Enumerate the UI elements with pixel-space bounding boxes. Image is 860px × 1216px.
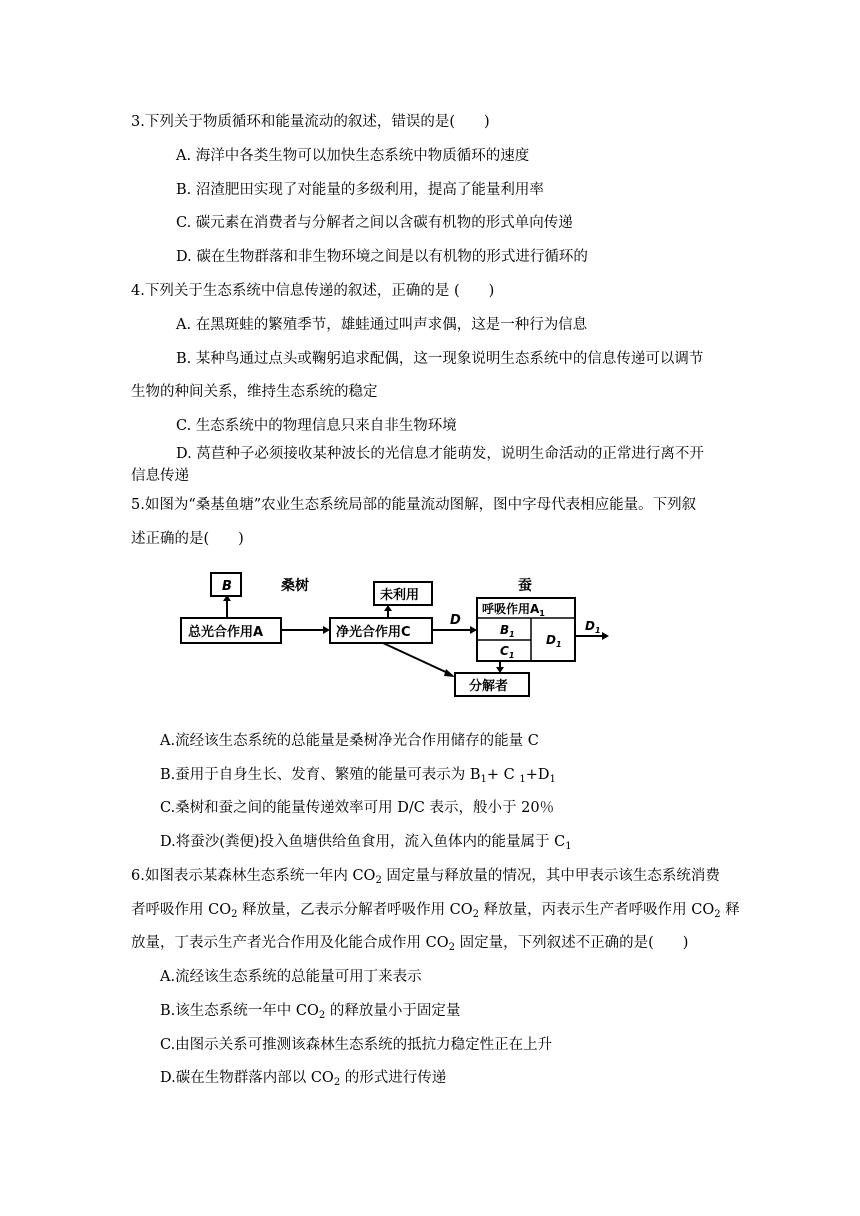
diagram-arrow-d1-label: $D_1$ — [585, 619, 601, 635]
q3-option-b: B. 沼渣肥田实现了对能量的多级利用，提高了能量利用率 — [176, 182, 544, 198]
arrow-head-decomposer-1 — [444, 669, 455, 677]
q4-option-b-line2: 生物的种间关系，维持生态系统的稳定 — [131, 384, 378, 400]
q5-option-c: C.桑树和蚕之间的能量传递效率可用 D/C 表示，般小于 20％ — [160, 800, 555, 816]
diagram-arrow-d-label: D — [450, 613, 461, 628]
arrow-net-to-decomposer — [383, 643, 450, 674]
q3-option-c: C. 碳元素在消费者与分解者之间以含碳有机物的形式单向传递 — [176, 215, 573, 231]
diagram-cell-d1: $D_1$ — [546, 633, 562, 649]
q6-stem-line2: 者呼吸作用 $CO_2$ 释放量，乙表示分解者呼吸作用 $CO_2$ 释放量，丙表示生产者呼吸作用 $CO_2$ 释 — [131, 902, 740, 920]
diagram-box-b-label: B — [222, 579, 232, 594]
q4-stem: 4.下列关于生态系统中信息传递的叙述，正确的是 ( ) — [131, 283, 495, 299]
q5-option-a: A.流经该生态系统的总能量是桑树净光合作用储存的能量 C — [160, 733, 539, 749]
q5-stem-line1: 5.如图为“桑基鱼塘”农业生态系统局部的能量流动图解，图中字母代表相应能量。下列叙 — [131, 497, 697, 513]
q6-option-d: D.碳在生物群落内部以 $CO_2$ 的形式进行传递 — [160, 1070, 447, 1088]
q3-option-a: A. 海洋中各类生物可以加快生态系统中物质循环的速度 — [176, 148, 530, 164]
q5-stem-line2: 述正确的是( ) — [131, 531, 244, 547]
q4-option-c: C. 生态系统中的物理信息只来自非生物环境 — [176, 418, 457, 434]
diagram-cell-c1: $C_1$ — [500, 644, 515, 660]
diagram-resp-label: 呼吸作用$A_1$ — [482, 602, 545, 618]
q6-stem-line3: 放量，丁表示生产者光合作用及化能合成作用 $CO_2$ 固定量，下列叙述不正确的是( ) — [131, 935, 689, 953]
q6-option-a: A.流经该生态系统的总能量可用丁来表示 — [160, 969, 422, 985]
q3-stem: 3.下列关于物质循环和能量流动的叙述，错误的是( ) — [131, 114, 490, 130]
q6-option-c: C.由图示关系可推测该森林生态系统的抵抗力稳定性正在上升 — [160, 1037, 553, 1053]
q4-option-d-line2: 信息传递 — [131, 468, 189, 484]
arrow-head-net — [323, 626, 330, 634]
q4-option-d-line1: D. 莴苣种子必须接收某种波长的光信息才能萌发，说明生命活动的正常进行离不开 — [176, 446, 704, 462]
arrow-head-out — [602, 632, 609, 640]
diagram-box-decomposer-label: 分解者 — [469, 679, 509, 694]
q4-option-a: A. 在黑斑蛙的繁殖季节，雄蛙通过叫声求偶，这是一种行为信息 — [176, 317, 588, 333]
diagram-cell-b1: $B_1$ — [500, 623, 515, 639]
diagram-box-total-label: 总光合作用A — [188, 625, 264, 640]
energy-flow-diagram — [178, 568, 628, 698]
q4-option-b-line1: B. 某种鸟通过点头或鞠躬追求配偶，这一现象说明生态系统中的信息传递可以调节 — [176, 351, 704, 367]
diagram-box-unused-label: 未利用 — [380, 588, 420, 603]
diagram-label-sangshu: 桑树 — [281, 578, 309, 594]
q5-option-d: D.将蚕沙(粪便)投入鱼塘供给鱼食用，流入鱼体内的能量属于 $C_1$ — [160, 834, 572, 852]
q6-option-b: B.该生态系统一年中 $CO_2$ 的释放量小于固定量 — [160, 1003, 461, 1021]
arrow-head-silkworm — [470, 626, 477, 634]
q6-stem-line1: 6.如图表示某森林生态系统一年内 $CO_2$ 固定量与释放量的情况，其中甲表示该生态系统消费 — [131, 868, 720, 886]
q3-option-d: D. 碳在生物群落和非生物环境之间是以有机物的形式进行循环的 — [176, 249, 588, 265]
diagram-box-net-label: 净光合作用C — [336, 625, 411, 640]
diagram-label-can: 蚕 — [518, 578, 532, 594]
q5-option-b: B.蚕用于自身生长、发育、繁殖的能量可表示为 $B_1+ C$ $_1+D_1$ — [160, 767, 556, 785]
